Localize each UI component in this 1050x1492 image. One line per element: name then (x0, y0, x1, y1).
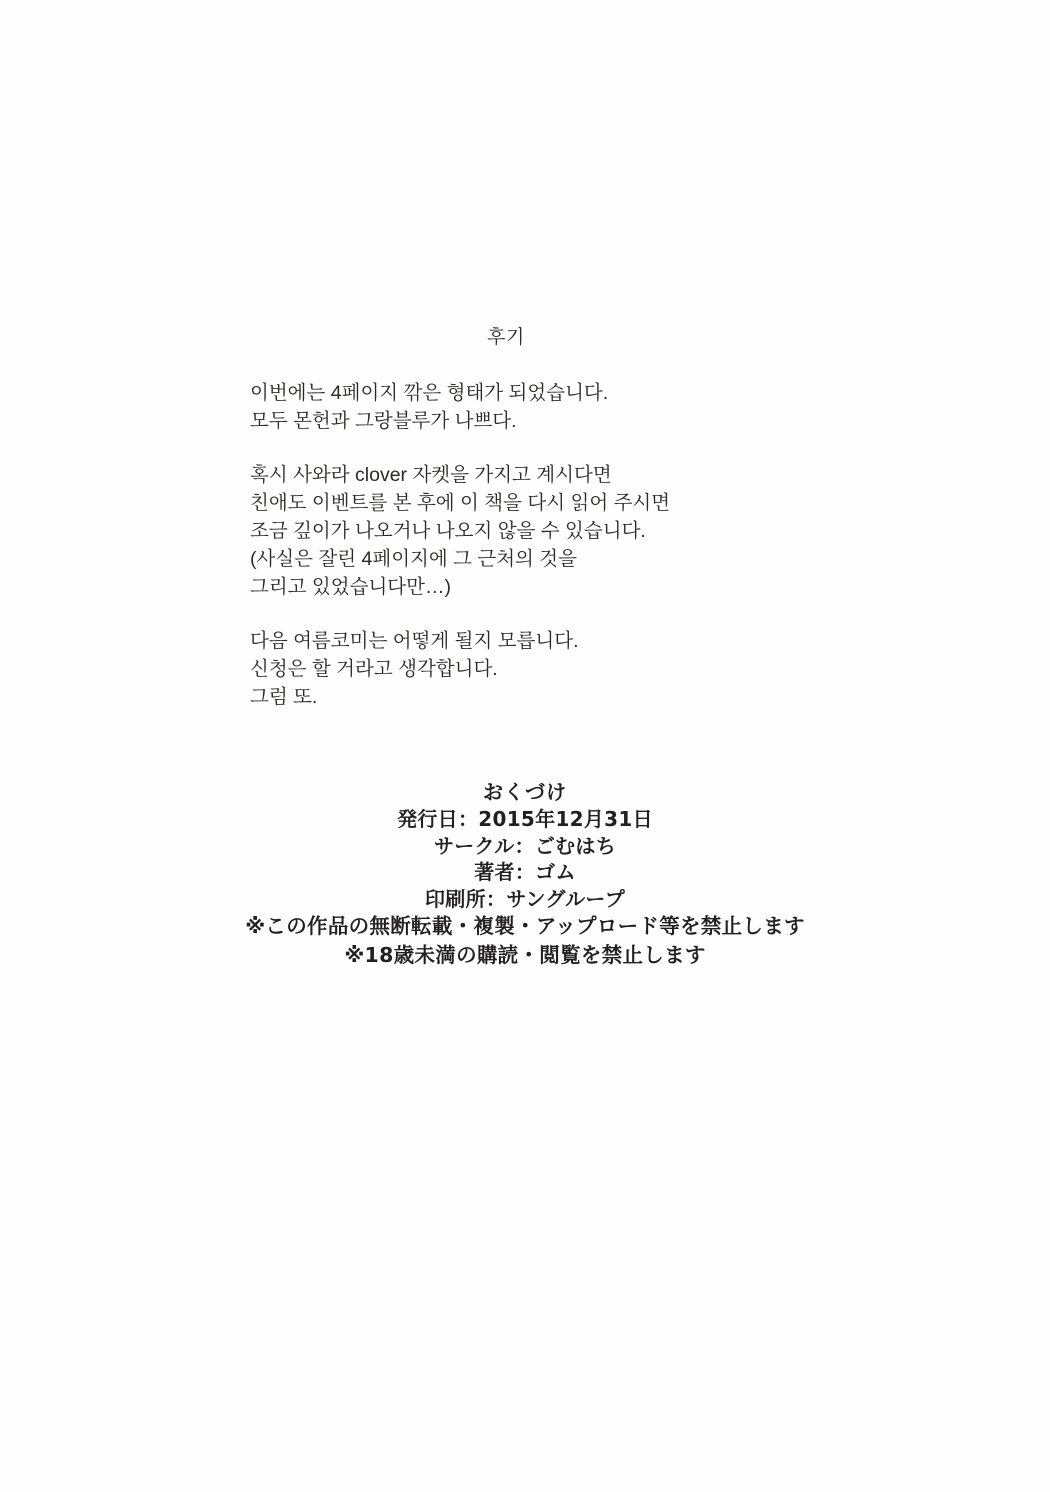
afterword-line: 친애도 이벤트를 본 후에 이 책을 다시 읽어 주시면 (250, 492, 671, 514)
afterword-body (0, 379, 1050, 711)
afterword-title: 후기 (487, 327, 525, 348)
colophon-publish-date: 発行日：2015年12月31日 (397, 807, 653, 831)
afterword-line: (사실은 잘린 4페이지에 그 근처의 것을 (250, 548, 577, 570)
colophon-heading: おくづけ (483, 780, 567, 804)
afterword-paragraph (250, 379, 1050, 435)
colophon-notice-age: ※18歳未満の購読・閲覧を禁止します (344, 943, 706, 967)
colophon-author: 著者：ゴム (474, 860, 576, 884)
afterword-line: 그리고 있었습니다만…) (250, 576, 451, 598)
afterword-line: 그럼 또. (250, 686, 318, 708)
afterword-section (0, 322, 1050, 711)
colophon-section (0, 778, 1050, 970)
afterword-line: 이번에는 4페이지 깎은 형태가 되었습니다. (250, 382, 609, 404)
colophon-notice-reproduction: ※この作品の無断転載・複製・アップロード等を禁止します (245, 914, 805, 938)
afterword-line: 혹시 사와라 clover 자켓을 가지고 계시다면 (250, 464, 612, 486)
afterword-line: 신청은 할 거라고 생각합니다. (250, 658, 498, 680)
afterword-line: 모두 몬헌과 그랑블루가 나쁘다. (250, 410, 517, 432)
afterword-paragraph (250, 461, 1050, 601)
colophon-circle: サークル：ごむはち (433, 833, 617, 858)
afterword-line: 조금 깊이가 나오거나 나오지 않을 수 있습니다. (250, 520, 646, 542)
afterword-paragraph (250, 627, 1050, 711)
afterword-line: 다음 여름코미는 어떻게 될지 모릅니다. (250, 630, 579, 652)
colophon-printer: 印刷所：サングループ (425, 886, 625, 911)
